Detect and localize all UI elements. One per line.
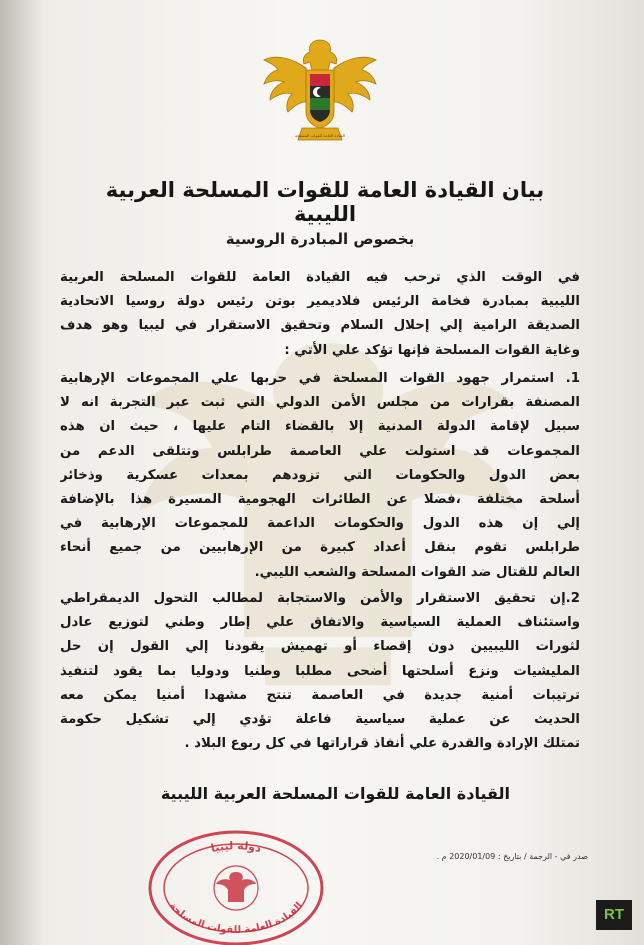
paragraph-line: تمتلك الإرادة والقدرة علي أنفاذ قراراتها في كل ربوع البلاد .: [184, 736, 580, 752]
stamp-bottom-text: القيادة العامة للقوات المسلحة: [166, 900, 306, 936]
paragraph-line: الصديقة الرامية إلي إحلال السلام وتحقيق الاستقرار في ليبيا وهو هدف: [60, 318, 580, 334]
paragraph-line: الحديث عن عملية سياسية فاعلة تؤدي إلي تشكيل حكومة: [60, 711, 580, 727]
paragraph-line: أسلحة مختلفة ،فضلا عن الطائرات الهجومية المسيرة هذا بالإضافة: [60, 491, 580, 507]
paragraph-line: ترتيبات أمنية جديدة في العاصمة تنتج مشهدا أمنيا يمكن معه: [60, 687, 580, 703]
paragraph-line: في الوقت الذي ترحب فيه القيادة العامة للقوات المسلحة العربية: [60, 270, 580, 285]
paragraph-line: 2.إن تحقيق الاستقرار والأمن والاستجابة لمطالب التحول الديمقراطي: [60, 591, 580, 606]
intro-paragraph: [60, 266, 580, 363]
paragraph-line: المصنفة بقرارات من مجلس الأمن الدولي التي ثبت عبر التجربة انه لا: [60, 395, 580, 411]
svg-text:القيادة العامة للقوات المسلحة: [167, 900, 305, 936]
signature-line: القيادة العامة للقوات المسلحة العربية الليبية: [160, 784, 510, 803]
paragraph-line: العالم للقتال ضد القوات المسلحة والشعب الليبي.: [254, 564, 580, 580]
paragraph-line: واستئناف العملية السياسية والاتفاق علي إطار وطني لتوزيع عادل: [60, 615, 580, 631]
svg-text:دولة ليبيا: [210, 839, 263, 855]
stamp-top-text: دولة ليبيا: [209, 839, 263, 856]
document-subtitle: بخصوص المبادرة الروسية: [225, 230, 415, 248]
rt-watermark-logo: RT: [596, 900, 632, 930]
paragraph-line: لثورات الليبيين دون إقصاء أو تهميش يقودنا إلي القول إن حل: [60, 639, 580, 655]
paragraph-line: سبيل لإقامة الدولة المدنية إلا بالقضاء التام عليها ، حيث ان هذه: [60, 419, 580, 435]
paragraph-line: طرابلس تقوم بنقل أعداد كبيرة من الإرهابيين من جميع أنحاء: [60, 540, 580, 556]
document-title: بيان القيادة العامة للقوات المسلحة العربية الليبية: [105, 178, 545, 226]
paragraph-line: إلي إن هذه الدول والحكومات الداعمة للمجموعات الإرهابية في: [60, 516, 580, 532]
paragraph-line: الليبية بمبادرة فخامة الرئيس فلاديمير بوتن رئيس دولة روسيا الاتحادية: [60, 294, 580, 310]
paragraph-line: المليشيات ونزع أسلحتها أضحى مطلبا وطنيا ودوليا بما يقود لتنفيذ: [60, 663, 580, 679]
official-seal-stamp-icon: [142, 818, 330, 945]
paragraph-line: المجموعات قد استولت علي العاصمة طرابلس وتتلقى الدعم من: [60, 443, 580, 459]
paragraph-line: وغاية القوات المسلحة فإنها تؤكد علي الأتي :: [284, 342, 580, 358]
paragraph-line: 1. استمرار جهود القوات المسلحة في حربها علي المجموعات الإرهابية: [60, 371, 580, 386]
issued-date-line: صدر في - الرجمة / بتاريخ : 2020/01/09 م .: [436, 852, 588, 861]
point-one-paragraph: [60, 367, 580, 585]
hawk-of-quraish-emblem-icon: [262, 36, 378, 144]
svg-text:القيادة العامة للقوات المسلحة: القيادة العامة للقوات المسلحة: [294, 133, 346, 138]
paragraph-line: بعض الدول والحكومات التي تزودهم بمعدات عسكرية وذخائر: [60, 467, 580, 483]
point-two-paragraph: [60, 587, 580, 756]
